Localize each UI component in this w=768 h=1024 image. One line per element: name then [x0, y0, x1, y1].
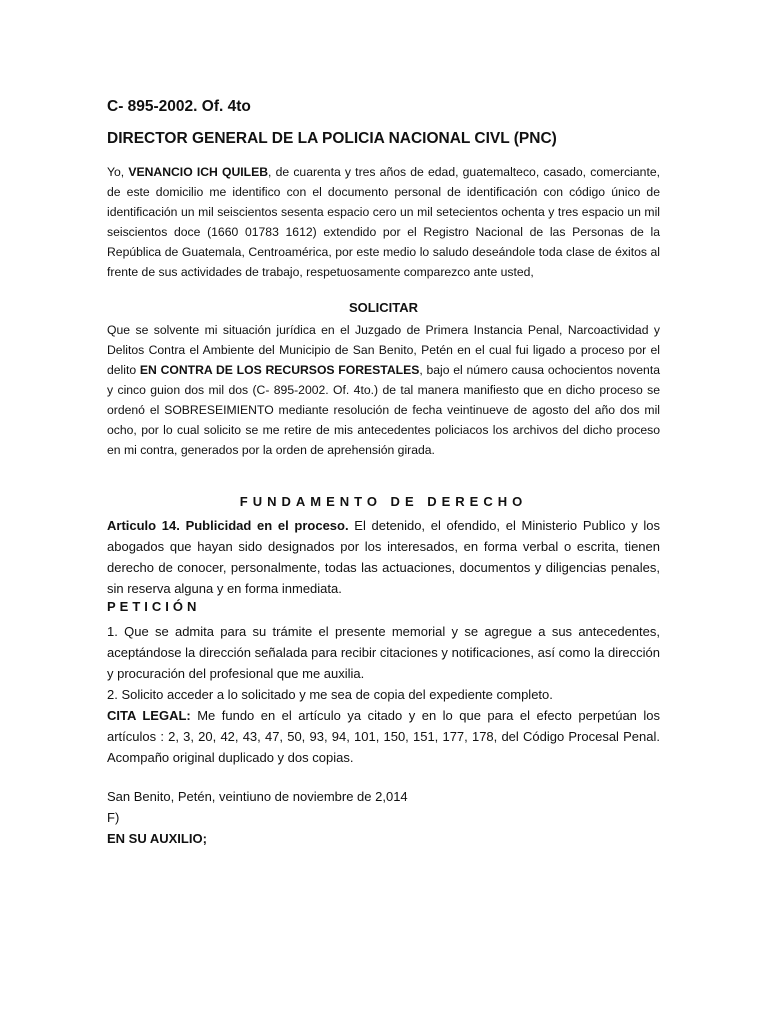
peticion-heading: PETICIÓN: [107, 599, 201, 614]
petitioner-name: VENANCIO ICH QUILEB: [128, 165, 269, 179]
solicitar-paragraph: [107, 320, 660, 460]
peticion-list: [107, 621, 660, 705]
place-date: San Benito, Petén, veintiuno de noviembre de 2,014: [107, 789, 408, 804]
closing-line: EN SU AUXILIO;: [107, 831, 207, 846]
intro-body: , de cuarenta y tres años de edad, guatemalteco, casado, comerciante, de este domicilio me identifico con el documento personal de identificación con código único de identificación un mil seiscientos sesenta espacio cero un mil setecientos ochenta y tres espacio un mil seiscientos doce (1660 01783 1612) extendido por el Registro Nacional de las Personas de la República de Guatemala, Centroamérica, por este medio lo saludo deseándole toda clase de éxitos al frente de sus actividades de trabajo, respetuosamente comparezco ante usted,: [107, 165, 660, 279]
solicitar-text-after: , bajo el número causa ochocientos noventa y cinco guion dos mil dos (C- 895-2002. Of. 4to.) de tal manera manifiesto que en dicho proceso se ordenó el SOBRESEIMIENTO mediante resolución de fecha veintinueve de agosto del año dos mil ocho, por lo cual solicito se me retire de mis antecedentes policiacos los archivos del dicho proceso en mi contra, generados por la orden de aprehensión girada.: [107, 363, 660, 457]
solicitar-heading: SOLICITAR: [348, 300, 419, 315]
addressee-heading: DIRECTOR GENERAL DE LA POLICIA NACIONAL CIVL (PNC): [107, 130, 557, 147]
cita-legal-label: CITA LEGAL:: [107, 708, 191, 723]
peticion-item-1: 1. Que se admita para su trámite el presente memorial y se agregue a sus antecedentes, aceptándose la dirección señalada para recibir citaciones y notificaciones, así como la dirección y procuración del profesional que me auxilia.: [107, 624, 660, 681]
cita-legal-text: Me fundo en el artículo ya citado y en lo que para el efecto perpetúan los artículos : 2, 3, 20, 42, 43, 47, 50, 93, 94, 101, 150, 151, 177, 178, del Código Procesal Penal. Acompaño original duplicado y dos copias.: [107, 708, 660, 765]
fundamento-paragraph: [107, 515, 660, 599]
intro-prefix: Yo,: [107, 165, 129, 179]
article-title: Articulo 14. Publicidad en el proceso.: [107, 518, 349, 533]
signature-mark: F): [107, 810, 120, 825]
solicitar-text-before: Que se solvente mi situación jurídica en el Juzgado de Primera Instancia Penal, Narcoactividad y Delitos Contra el Ambiente del Municipio de San Benito, Petén en el cual fui ligado a proceso por el delito: [107, 323, 660, 377]
case-reference: C- 895-2002. Of. 4to: [107, 98, 251, 115]
cita-legal-paragraph: [107, 705, 660, 768]
crime-name: EN CONTRA DE LOS RECURSOS FORESTALES: [139, 363, 420, 377]
peticion-item-2: 2. Solicito acceder a lo solicitado y me sea de copia del expediente completo.: [107, 687, 553, 702]
intro-paragraph: [107, 162, 660, 282]
article-text: El detenido, el ofendido, el Ministerio Publico y los abogados que hayan sido designados por los interesados, en forma verbal o escrita, tienen derecho de conocer, personalmente, todas las actuaciones, documentos y diligencias penales, sin reserva alguna y en forma inmediata.: [107, 518, 661, 596]
fundamento-heading: FUNDAMENTO DE DERECHO: [239, 494, 528, 509]
